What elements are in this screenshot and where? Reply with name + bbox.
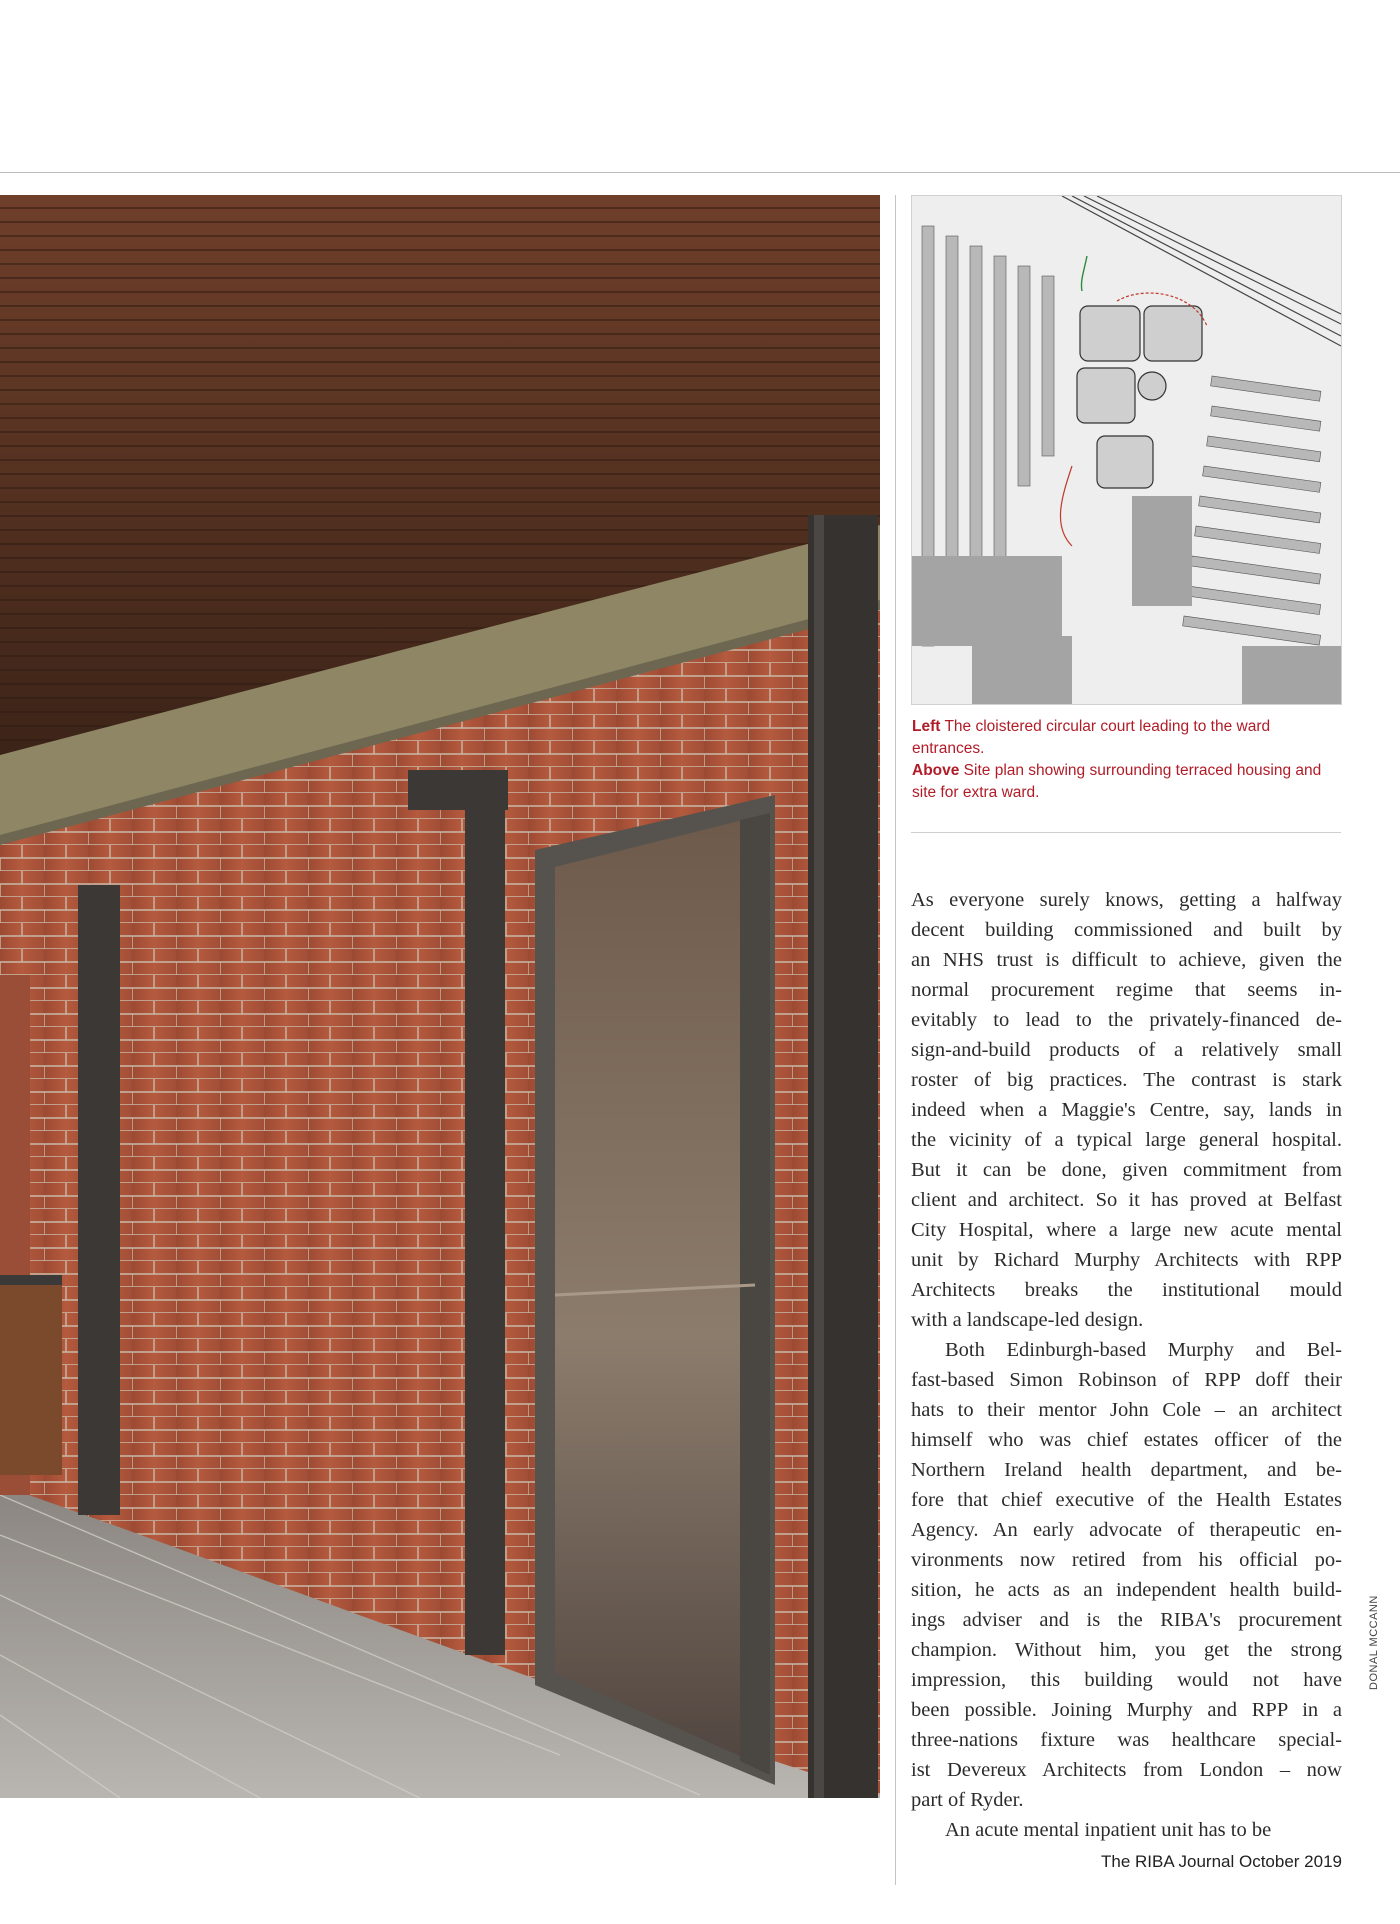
body-line: the vicinity of a typical large general hospital. bbox=[911, 1129, 1342, 1151]
caption-left-label: Left bbox=[912, 718, 941, 735]
body-line: unit by Richard Murphy Architects with RPP bbox=[911, 1249, 1342, 1271]
figure-captions bbox=[912, 716, 1342, 804]
body-line: roster of big practices. The contrast is stark bbox=[911, 1069, 1342, 1091]
article-body bbox=[911, 885, 1342, 1845]
photo-credit: DONAL MCCANN bbox=[1368, 1595, 1380, 1690]
body-line: himself who was chief estates officer of the bbox=[911, 1429, 1342, 1451]
body-line: champion. Without him, you get the strong bbox=[911, 1639, 1342, 1661]
column-divider bbox=[895, 195, 896, 1885]
body-line: with a landscape-led design. bbox=[911, 1309, 1144, 1331]
caption-left-text: The cloistered circular court leading to the ward entrances. bbox=[912, 718, 1271, 757]
body-line: three-nations fixture was healthcare special- bbox=[911, 1729, 1342, 1751]
top-rule bbox=[0, 172, 1400, 173]
caption-above-label: Above bbox=[912, 762, 960, 779]
body-line: As everyone surely knows, getting a halfway bbox=[911, 889, 1342, 911]
body-line: normal procurement regime that seems in- bbox=[911, 979, 1342, 1001]
body-line: client and architect. So it has proved at Belfast bbox=[911, 1189, 1342, 1211]
page-footer: The RIBA Journal October 2019 bbox=[1101, 1852, 1342, 1871]
body-line: sign-and-build products of a relatively small bbox=[911, 1039, 1342, 1061]
body-line: fore that chief executive of the Health Estates bbox=[911, 1489, 1342, 1511]
body-line: hats to their mentor John Cole – an architect bbox=[911, 1399, 1342, 1421]
body-line: ist Devereux Architects from London – now bbox=[911, 1759, 1342, 1781]
body-line: Architects breaks the institutional mould bbox=[911, 1279, 1342, 1301]
body-line: ings adviser and is the RIBA's procurement bbox=[911, 1609, 1342, 1631]
body-line: sition, he acts as an independent health build- bbox=[911, 1579, 1342, 1601]
caption-rule bbox=[911, 832, 1341, 833]
caption-left bbox=[912, 716, 1342, 760]
body-line: Both Edinburgh-based Murphy and Bel- bbox=[945, 1339, 1342, 1361]
body-line: evitably to lead to the privately-financed de- bbox=[911, 1009, 1342, 1031]
caption-above-text: Site plan showing surrounding terraced housing and site for extra ward. bbox=[912, 762, 1322, 801]
body-line: part of Ryder. bbox=[911, 1789, 1024, 1811]
body-line: Northern Ireland health department, and be- bbox=[911, 1459, 1342, 1481]
body-line: fast-based Simon Robinson of RPP doff their bbox=[911, 1369, 1342, 1391]
body-line: vironments now retired from his official po- bbox=[911, 1549, 1342, 1571]
body-line: Agency. An early advocate of therapeutic en- bbox=[911, 1519, 1342, 1541]
body-line: decent building commissioned and built by bbox=[911, 919, 1342, 941]
court-photograph bbox=[0, 195, 880, 1798]
body-line: An acute mental inpatient unit has to be bbox=[945, 1819, 1272, 1841]
caption-above bbox=[912, 760, 1342, 804]
body-line: been possible. Joining Murphy and RPP in a bbox=[911, 1699, 1342, 1721]
body-line: impression, this building would not have bbox=[911, 1669, 1342, 1691]
site-plan-image bbox=[911, 195, 1342, 705]
body-line: But it can be done, given commitment from bbox=[911, 1159, 1342, 1181]
body-line: an NHS trust is difficult to achieve, given the bbox=[911, 949, 1342, 971]
body-line: indeed when a Maggie's Centre, say, lands in bbox=[911, 1099, 1342, 1121]
body-line: City Hospital, where a large new acute mental bbox=[911, 1219, 1342, 1241]
